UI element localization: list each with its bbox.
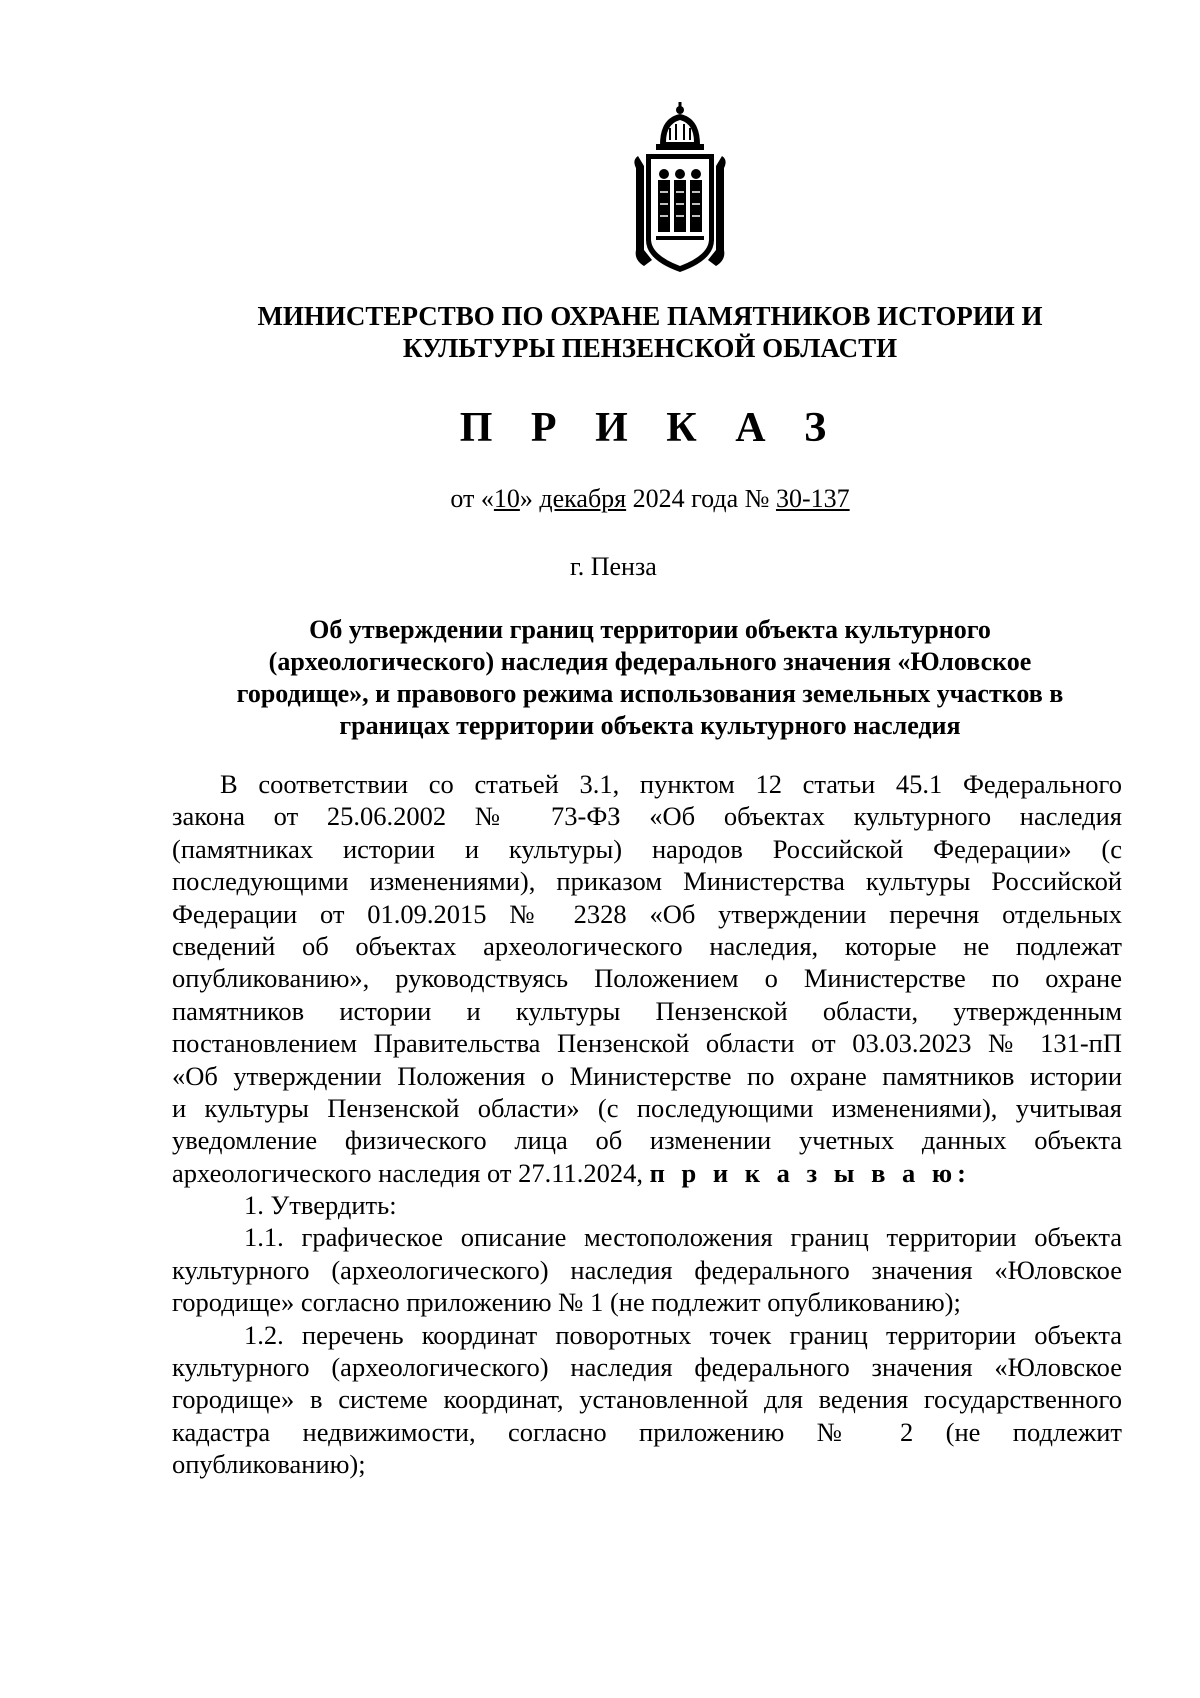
- body-line: уведомление физического лица об изменении учетных данных объекта: [172, 1125, 1122, 1156]
- item-1-1-line-last: городище» согласно приложению № 1 (не подлежит опубликованию);: [172, 1287, 961, 1318]
- body-line-text: археологического наследия от 27.11.2024,: [172, 1157, 650, 1188]
- ministry-name-line-2: КУЛЬТУРЫ ПЕНЗЕНСКОЙ ОБЛАСТИ: [402, 333, 898, 363]
- order-day: 10: [493, 484, 520, 513]
- body-line: В соответствии со статьей 3.1, пунктом 12 статьи 45.1 Федерального: [220, 769, 1122, 799]
- ministry-name: [170, 300, 1130, 364]
- body-line-last: [172, 1157, 1122, 1189]
- ministry-name-line-1: МИНИСТЕРСТВО ПО ОХРАНЕ ПАМЯТНИКОВ ИСТОРИИ И: [257, 301, 1043, 331]
- order-directive: п р и к а з ы в а ю:: [649, 1157, 972, 1188]
- date-separator-2: 2024 года №: [626, 484, 776, 513]
- order-body: [172, 768, 1122, 1481]
- item-1-1-line: культурного (археологического) наследия федерального значения «Юловское: [172, 1254, 1122, 1285]
- item-1-2-line-last: опубликованию);: [172, 1449, 366, 1480]
- body-line: постановлением Правительства Пензенской области от 03.03.2023 № 131-пП: [172, 1028, 1122, 1059]
- subject-line: Об утверждении границ территории объекта культурного: [309, 615, 991, 644]
- coat-of-arms-emblem: [630, 100, 730, 278]
- body-line: опубликованию», руководствуясь Положением о Министерстве по охране: [172, 963, 1122, 994]
- date-separator-1: »: [519, 484, 540, 513]
- item-1-2-line: городище» в системе координат, установленной для ведения государственного: [172, 1384, 1122, 1415]
- item-1-2-line: 1.2. перечень координат поворотных точек границ территории объекта: [244, 1319, 1122, 1350]
- subject-line: (археологического) наследия федерального значения «Юловское: [268, 647, 1032, 676]
- item-1: 1. Утвердить:: [244, 1190, 397, 1221]
- item-1-2-line: культурного (археологического) наследия федерального значения «Юловское: [172, 1352, 1122, 1383]
- order-number: 30-137: [775, 484, 850, 513]
- item-1-2-line: кадастра недвижимости, согласно приложению № 2 (не подлежит: [172, 1416, 1122, 1447]
- document-type-title: П Р И К А З: [459, 405, 841, 451]
- body-line: Федерации от 01.09.2015 № 2328 «Об утверждении перечня отдельных: [172, 898, 1122, 929]
- body-line: закона от 25.06.2002 № 73-ФЗ «Об объектах культурного наследия: [172, 801, 1122, 832]
- date-prefix: от «: [450, 484, 494, 513]
- item-1-1-line: 1.1. графическое описание местоположения границ территории объекта: [244, 1222, 1122, 1253]
- order-month: декабря: [539, 484, 627, 513]
- subject-line: городище», и правового режима использования земельных участков в: [236, 679, 1064, 708]
- body-line: (памятниках истории и культуры) народов Российской Федерации» (с: [172, 833, 1122, 864]
- body-line: «Об утверждении Положения о Министерстве по охране памятников истории: [172, 1060, 1122, 1091]
- body-line: памятников истории и культуры Пензенской области, утвержденным: [172, 995, 1122, 1026]
- order-subject: [170, 614, 1130, 742]
- issue-city: г. Пенза: [570, 552, 657, 581]
- body-line: и культуры Пензенской области» (с последующими изменениями), учитывая: [172, 1092, 1122, 1123]
- body-line: последующими изменениями), приказом Министерства культуры Российской: [172, 866, 1122, 897]
- body-line: сведений об объектах археологического наследия, которые не подлежат: [172, 930, 1122, 961]
- subject-line: границах территории объекта культурного наследия: [339, 711, 961, 740]
- order-date-number: [170, 484, 1130, 514]
